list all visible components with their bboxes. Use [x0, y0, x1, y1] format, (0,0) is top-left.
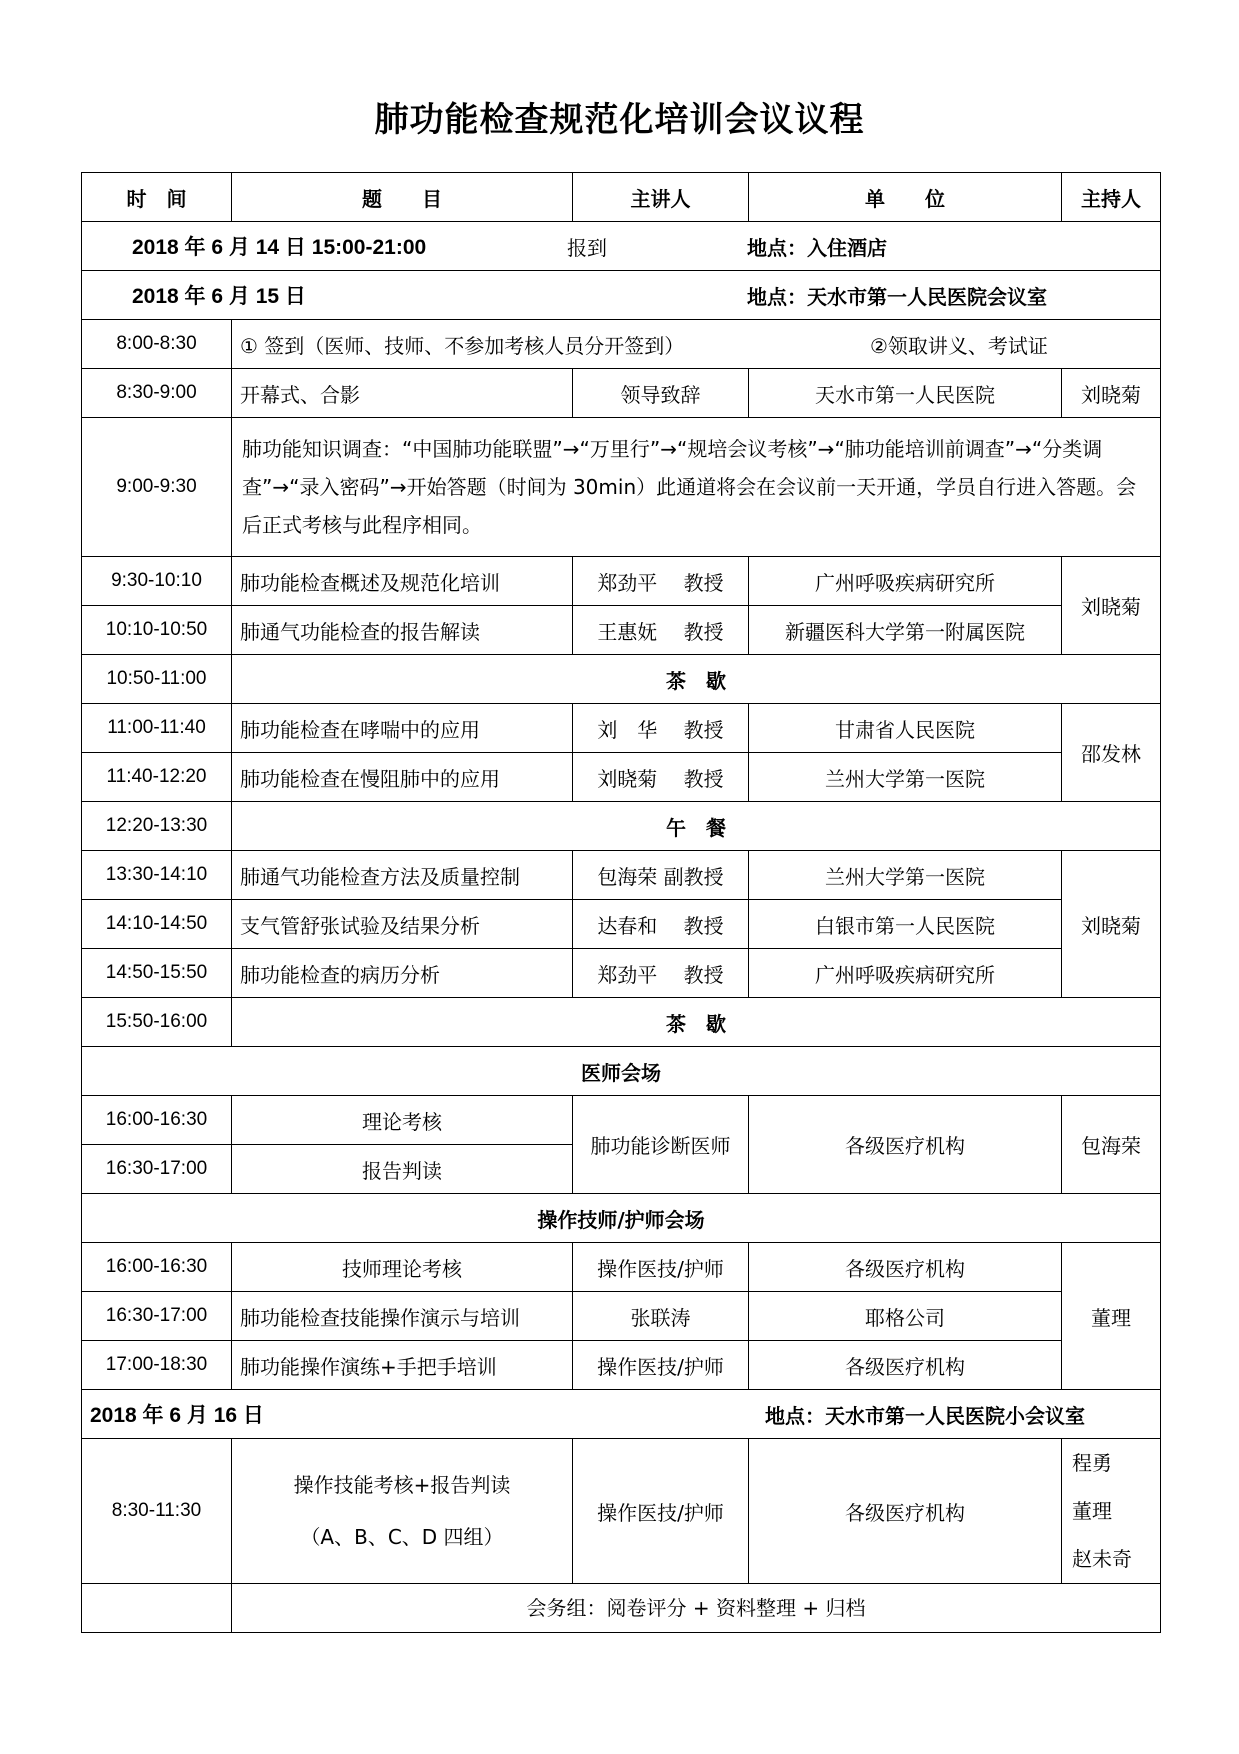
section-tech: 操作技师/护师会场 — [82, 1194, 1161, 1243]
table-row — [82, 418, 1161, 557]
page-title: 肺功能检查规范化培训会议议程 — [374, 100, 865, 140]
speaker-cell: 郑劲平 教授 — [573, 557, 749, 606]
time-cell — [82, 1584, 232, 1633]
topic-line-1: 操作技能考核+报告判读 — [293, 1473, 511, 1497]
time-cell: 15:50-16:00 — [82, 998, 232, 1047]
unit-cell: 广州呼吸疾病研究所 — [749, 949, 1062, 998]
day16-location: 地点：天水市第一人民医院小会议室 — [765, 1403, 1085, 1428]
speaker-cell: 王惠妩 教授 — [573, 606, 749, 655]
table-row — [82, 1439, 1161, 1584]
secretariat-text: 会务组：阅卷评分 + 资料整理 + 归档 — [232, 1584, 1161, 1633]
speaker-cell: 包海荣 副教授 — [573, 851, 749, 900]
signin-text: ① 签到（医师、技师、不参加考核人员分开签到） — [240, 333, 685, 358]
topic-cell: 肺功能检查在慢阻肺中的应用 — [232, 753, 573, 802]
time-cell: 9:00-9:30 — [82, 418, 232, 557]
topic-cell: 支气管舒张试验及结果分析 — [232, 900, 573, 949]
time-cell: 16:00-16:30 — [82, 1096, 232, 1145]
speaker-cell: 刘 华 教授 — [573, 704, 749, 753]
host-cell: 邵发林 — [1062, 704, 1161, 802]
header-time: 时 间 — [82, 173, 232, 222]
table-row — [82, 704, 1161, 753]
speaker-cell: 郑劲平 教授 — [573, 949, 749, 998]
unit-cell: 天水市第一人民医院 — [749, 369, 1062, 418]
speaker-cell: 刘晓菊 教授 — [573, 753, 749, 802]
day15-row — [82, 271, 1161, 320]
table-row — [82, 753, 1161, 802]
topic-cell: 报告判读 — [232, 1145, 573, 1194]
unit-cell: 兰州大学第一医院 — [749, 851, 1062, 900]
host-cell: 董理 — [1062, 1243, 1161, 1390]
unit-cell: 各级医疗机构 — [749, 1439, 1062, 1584]
host-name: 董理 — [1072, 1499, 1112, 1523]
topic-cell: 技师理论考核 — [232, 1243, 573, 1292]
topic-line-2: （A、B、C、D 四组） — [300, 1525, 504, 1549]
time-cell: 11:40-12:20 — [82, 753, 232, 802]
day14-location: 地点：入住酒店 — [747, 235, 887, 260]
speaker-cell: 达春和 教授 — [573, 900, 749, 949]
header-row — [82, 173, 1161, 222]
host-cell: 包海荣 — [1062, 1096, 1161, 1194]
time-cell: 10:50-11:00 — [82, 655, 232, 704]
table-row — [82, 606, 1161, 655]
table-row — [82, 900, 1161, 949]
day14-row — [82, 222, 1161, 271]
time-cell: 17:00-18:30 — [82, 1341, 232, 1390]
topic-cell: 肺功能检查在哮喘中的应用 — [232, 704, 573, 753]
day16-date: 2018 年 6 月 16 日 — [90, 1404, 264, 1427]
table-row — [82, 369, 1161, 418]
topic-cell — [232, 1439, 573, 1584]
table-row — [82, 851, 1161, 900]
time-cell: 16:30-17:00 — [82, 1292, 232, 1341]
header-host: 主持人 — [1062, 173, 1161, 222]
section-row — [82, 1047, 1161, 1096]
unit-cell: 新疆医科大学第一附属医院 — [749, 606, 1062, 655]
table-row — [82, 1292, 1161, 1341]
header-topic: 题 目 — [232, 173, 573, 222]
day15-date: 2018 年 6 月 15 日 — [132, 285, 306, 308]
unit-cell: 白银市第一人民医院 — [749, 900, 1062, 949]
table-row — [82, 557, 1161, 606]
lunch-row — [82, 802, 1161, 851]
section-row — [82, 1194, 1161, 1243]
time-cell: 8:30-9:00 — [82, 369, 232, 418]
speaker-cell: 领导致辞 — [573, 369, 749, 418]
survey-instructions: 肺功能知识调查：“中国肺功能联盟”→“万里行”→“规培会议考核”→“肺功能培训前调查”→“分类调查”→“录入密码”→开始答题（时间为 30min）此通道将会在会议前一天开通，学员自行进入答题。会后正式考核与此程序相同。 — [232, 418, 1161, 557]
time-cell: 10:10-10:50 — [82, 606, 232, 655]
time-cell: 12:20-13:30 — [82, 802, 232, 851]
topic-cell: 肺功能操作演练+手把手培训 — [232, 1341, 573, 1390]
speaker-cell: 肺功能诊断医师 — [573, 1096, 749, 1194]
topic-cell: 肺功能检查技能操作演示与培训 — [232, 1292, 573, 1341]
day15-location: 地点：天水市第一人民医院会议室 — [747, 284, 1047, 309]
host-name: 程勇 — [1072, 1451, 1112, 1475]
unit-cell: 耶格公司 — [749, 1292, 1062, 1341]
break-row — [82, 998, 1161, 1047]
unit-cell: 各级医疗机构 — [749, 1096, 1062, 1194]
header-unit: 单 位 — [749, 173, 1062, 222]
break-label: 茶 歇 — [232, 998, 1161, 1047]
topic-cell: 肺通气功能检查的报告解读 — [232, 606, 573, 655]
break-row — [82, 655, 1161, 704]
time-cell: 11:00-11:40 — [82, 704, 232, 753]
speaker-cell: 操作医技/护师 — [573, 1439, 749, 1584]
time-cell: 16:00-16:30 — [82, 1243, 232, 1292]
speaker-cell: 操作医技/护师 — [573, 1341, 749, 1390]
table-row — [82, 1243, 1161, 1292]
table-row — [82, 949, 1161, 998]
host-cell: 刘晓菊 — [1062, 851, 1161, 998]
unit-cell: 广州呼吸疾病研究所 — [749, 557, 1062, 606]
day14-event: 报到 — [567, 235, 607, 260]
day14-date: 2018 年 6 月 14 日 15:00-21:00 — [132, 236, 427, 259]
table-row — [82, 1341, 1161, 1390]
topic-cell: 肺功能检查的病历分析 — [232, 949, 573, 998]
topic-cell: 理论考核 — [232, 1096, 573, 1145]
host-name: 赵未奇 — [1072, 1547, 1132, 1571]
time-cell: 14:10-14:50 — [82, 900, 232, 949]
time-cell: 9:30-10:10 — [82, 557, 232, 606]
host-cell — [1062, 1439, 1161, 1584]
unit-cell: 甘肃省人民医院 — [749, 704, 1062, 753]
host-cell: 刘晓菊 — [1062, 557, 1161, 655]
table-row — [82, 320, 1161, 369]
unit-cell: 兰州大学第一医院 — [749, 753, 1062, 802]
topic-cell: 肺通气功能检查方法及质量控制 — [232, 851, 573, 900]
unit-cell: 各级医疗机构 — [749, 1243, 1062, 1292]
lunch-label: 午 餐 — [232, 802, 1161, 851]
agenda-table — [81, 172, 1161, 1633]
section-doctor: 医师会场 — [82, 1047, 1161, 1096]
header-speaker: 主讲人 — [573, 173, 749, 222]
speaker-cell: 操作医技/护师 — [573, 1243, 749, 1292]
speaker-cell: 张联涛 — [573, 1292, 749, 1341]
table-row — [82, 1096, 1161, 1145]
break-label: 茶 歇 — [232, 655, 1161, 704]
unit-cell: 各级医疗机构 — [749, 1341, 1062, 1390]
topic-cell: 肺功能检查概述及规范化培训 — [232, 557, 573, 606]
host-cell: 刘晓菊 — [1062, 369, 1161, 418]
time-cell: 13:30-14:10 — [82, 851, 232, 900]
topic-cell: 开幕式、合影 — [232, 369, 573, 418]
table-row — [82, 1584, 1161, 1633]
materials-text: ②领取讲义、考试证 — [870, 333, 1048, 358]
day16-row — [82, 1390, 1161, 1439]
time-cell: 16:30-17:00 — [82, 1145, 232, 1194]
time-cell: 14:50-15:50 — [82, 949, 232, 998]
time-cell: 8:30-11:30 — [82, 1439, 232, 1584]
time-cell: 8:00-8:30 — [82, 320, 232, 369]
